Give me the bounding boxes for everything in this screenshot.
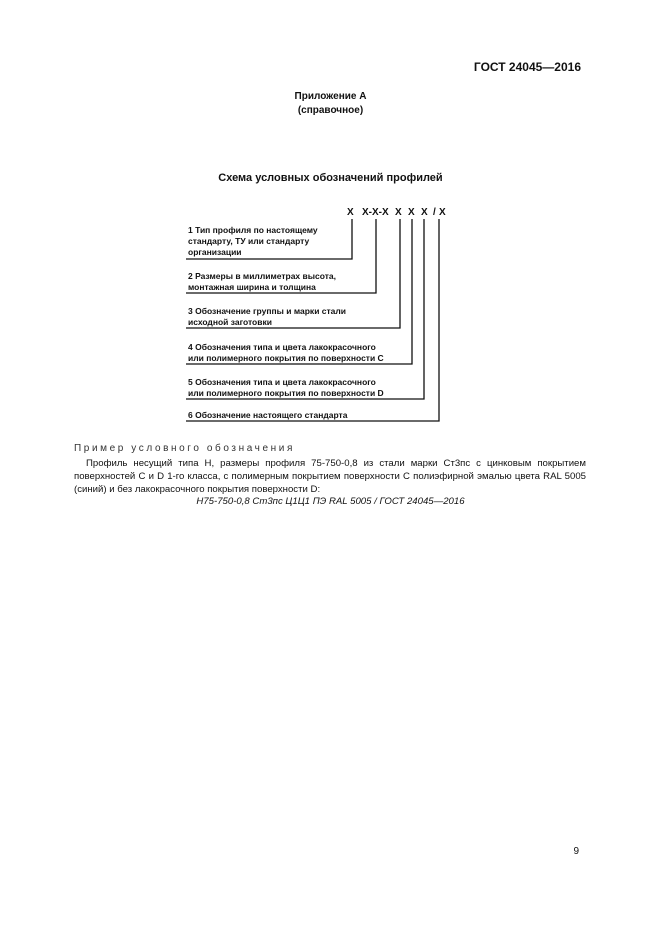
scheme-item-6: 6 Обозначение настоящего стандарта: [188, 410, 348, 420]
annex-subtitle: (справочное): [297, 105, 364, 116]
code-part-1: X: [347, 207, 354, 218]
scheme-item-5: 5 Обозначения типа и цвета лакокрасочного или полимерного покрытия по поверхности D: [188, 377, 384, 398]
code-part-5: X: [421, 207, 428, 218]
code-slash: /: [433, 207, 436, 218]
scheme-item-4: 4 Обозначения типа и цвета лакокрасочного или полимерного покрытия по поверхности C: [188, 342, 384, 363]
code-part-3: X: [395, 207, 402, 218]
code-part-6: X: [439, 207, 446, 218]
scheme-title: Схема условных обозначений профилей: [218, 172, 443, 184]
code-part-2: X-X-X: [362, 207, 389, 218]
standard-header: ГОСТ 24045—2016: [473, 60, 581, 74]
scheme-item-2: 2 Размеры в миллиметрах высота, монтажная ширина и толщина: [188, 271, 336, 292]
code-part-4: X: [408, 207, 415, 218]
example-formula: Н75-750-0,8 Ст3пс Ц1Ц1 ПЭ RAL 5005 / ГОСТ 24045—2016: [196, 496, 465, 507]
scheme-item-3: 3 Обозначение группы и марки стали исходной заготовки: [188, 306, 347, 327]
scheme-item-1: 1 Тип профиля по настоящему стандарту, ТУ или стандарту организации: [188, 225, 318, 257]
example-text: Профиль несущий типа Н, размеры профиля 75-750-0,8 из стали марки Ст3пс с цинковым покрытием поверхностей C и D 1-го класса, с полимерным покрытием поверхности C полиэфирной эмалью цвета RAL 5005 (синий) и без лакокрасочного покрытия поверхности D:: [74, 458, 586, 495]
annex-title: Приложение А: [294, 91, 367, 102]
page-number: 9: [573, 846, 579, 857]
example-heading: Пример условного обозначения: [74, 443, 295, 454]
